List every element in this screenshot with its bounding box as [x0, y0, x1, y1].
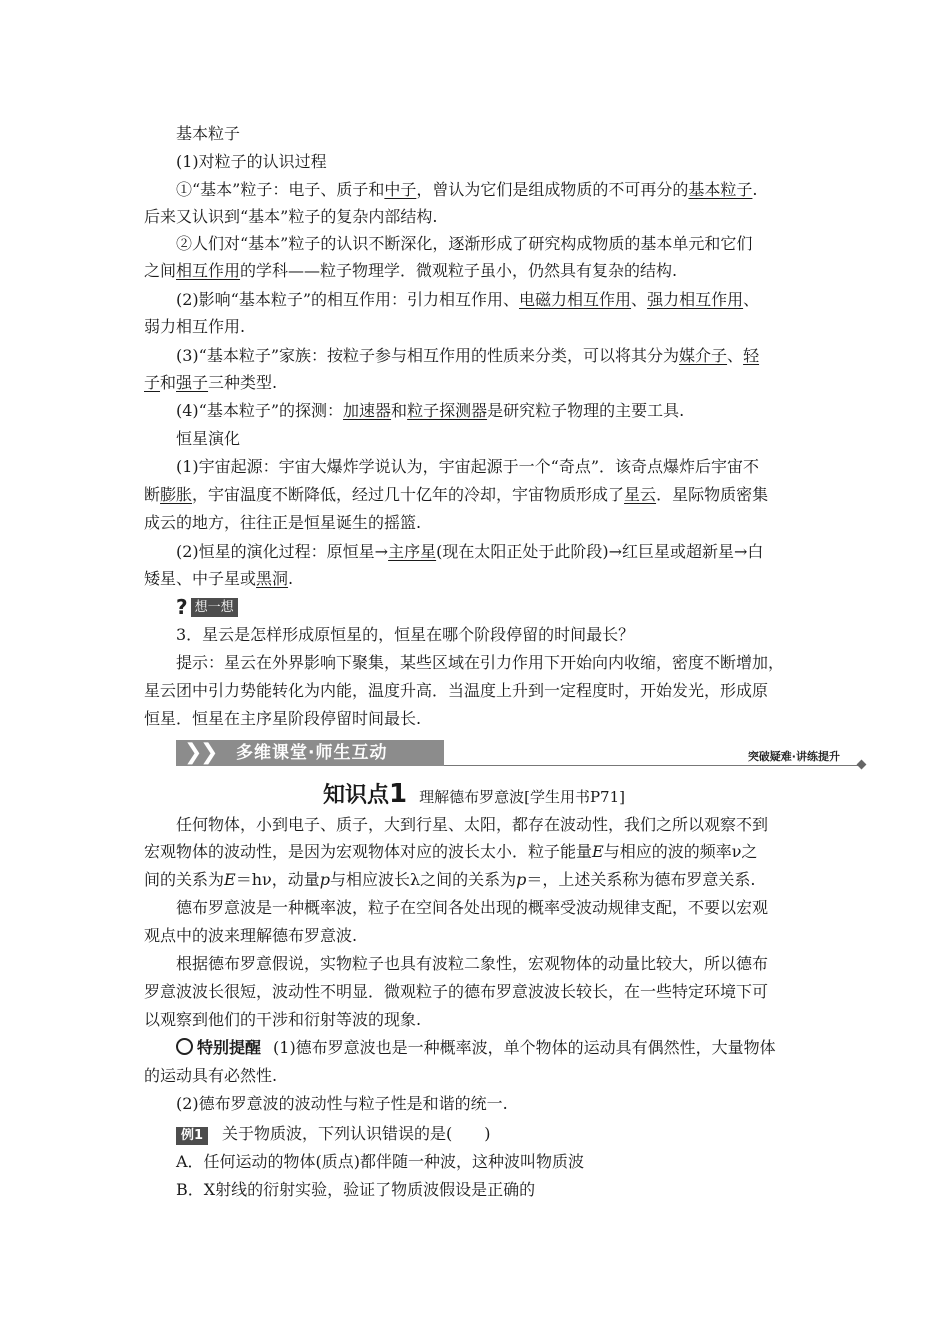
hint-line: 星云团中引力势能转化为内能，温度升高．当温度上升到一定程度时，开始发光，形成原: [144, 681, 769, 700]
section-banner: [176, 740, 866, 770]
text: 断: [144, 485, 161, 504]
answer-blank: 星云: [624, 485, 657, 504]
question-mark-icon: ?: [176, 595, 188, 619]
paragraph-line: [144, 373, 277, 393]
paragraph-line: [144, 485, 768, 505]
text: ＝，上述关系称为德布罗意关系.: [526, 870, 756, 889]
answer-blank: 主序星: [388, 542, 437, 561]
answer-blank: 黑洞: [256, 569, 289, 588]
banner-subtitle: 突破疑难·讲练提升: [747, 750, 840, 763]
paragraph-line: 任何物体，小到电子、质子，大到行星、太阳，都存在波动性，我们之所以观察不到: [176, 815, 769, 834]
text: 、: [727, 346, 744, 365]
text: (4)“基本粒子”的探测：: [176, 401, 344, 420]
option-a: A．任何运动的物体(质点)都伴随一种波，这种波叫物质波: [176, 1152, 585, 1171]
paragraph-line: 德布罗意波是一种概率波，粒子在空间各处出现的概率受波动规律支配，不要以宏观: [176, 898, 769, 917]
symbol: E: [592, 842, 604, 861]
text: (现在太阳正处于此阶段)→红巨星或超新星→白: [436, 542, 764, 561]
knowledge-point-heading: [323, 778, 625, 809]
paragraph-line: [144, 842, 757, 862]
symbol: p: [319, 870, 330, 889]
answer-blank: 加速器: [343, 401, 392, 420]
paragraph-line: 后来又认识到“基本”粒子的复杂内部结构.: [144, 207, 438, 226]
text: 宏观物体的波动性，是因为宏观物体对应的波长太小．粒子能量: [144, 842, 593, 861]
text: 与相应的波的频率ν之: [603, 842, 758, 861]
answer-blank: 相互作用: [176, 261, 241, 280]
paragraph-line: 观点中的波来理解德布罗意波.: [144, 926, 358, 945]
paragraph-line: [144, 870, 756, 890]
paragraph-line: [176, 180, 758, 200]
answer-blank: 轻: [743, 346, 760, 365]
banner-rule: [444, 765, 862, 766]
paragraph-line: [176, 401, 684, 421]
text: 、: [743, 290, 760, 309]
text: 矮星、中子星或: [144, 569, 257, 588]
symbol: E: [224, 870, 236, 889]
think-question: 3．星云是怎样形成原恒星的，恒星在哪个阶段停留的时间最长？: [176, 625, 635, 644]
text: .: [288, 569, 294, 588]
paragraph-line: (2)德布罗意波的波动性与粒子性是和谐的统一.: [176, 1094, 508, 1113]
paragraph-line: 弱力相互作用.: [144, 317, 246, 336]
symbol: p: [516, 870, 527, 889]
subheading-understanding-process: (1)对粒子的认识过程: [176, 152, 327, 171]
paragraph-line: [176, 542, 763, 562]
text: 三种类型.: [208, 373, 278, 392]
paragraph-line: [176, 346, 759, 366]
example-badge: 例1: [176, 1127, 208, 1145]
example-question: [176, 1124, 491, 1145]
answer-blank: 基本粒子: [688, 180, 753, 199]
knowledge-point-number: 1: [389, 779, 408, 809]
text: 是研究粒子物理的主要工具.: [487, 401, 685, 420]
paragraph-line: 根据德布罗意假说，实物粒子也具有波粒二象性，宏观物体的动量比较大，所以德布: [176, 954, 769, 973]
heading-elementary-particles: 基本粒子: [176, 124, 241, 143]
answer-blank: 粒子探测器: [407, 401, 488, 420]
text: 和: [160, 373, 177, 392]
text: 的学科——粒子物理学．微观粒子虽小，仍然具有复杂的结构.: [240, 261, 678, 280]
text: (1)德布罗意波也是一种概率波，单个物体的运动具有偶然性，大量物体: [273, 1038, 776, 1057]
text: ＝hν，动量: [235, 870, 320, 889]
paragraph-line: 的运动具有必然性.: [144, 1066, 278, 1085]
paragraph-line: [144, 261, 677, 281]
hint-line: 恒星．恒星在主序星阶段停留时间最长.: [144, 709, 422, 728]
text: (2)影响“基本粒子”的相互作用：引力相互作用、: [176, 290, 520, 309]
text: 间的关系为: [144, 870, 225, 889]
text: ．星际物质密集: [656, 485, 769, 504]
answer-blank: 子: [144, 373, 161, 392]
text: 之间: [144, 261, 177, 280]
heading-stellar-evolution: 恒星演化: [176, 429, 241, 448]
text: (3)“基本粒子”家族：按粒子参与相互作用的性质来分类，可以将其分为: [176, 346, 680, 365]
banner-title: 多维课堂·师生互动: [236, 743, 388, 763]
special-tip-line: [176, 1038, 776, 1058]
option-b: B．X射线的衍射实验，验证了物质波假设是正确的: [176, 1180, 536, 1199]
answer-blank: 膨胀: [160, 485, 193, 504]
paragraph-line: ②人们对“基本”粒子的认识不断深化，逐渐形成了研究构成物质的基本单元和它们: [176, 234, 753, 253]
paragraph-line: 罗意波波长很短，波动性不明显．微观粒子的德布罗意波波长较长，在一些特定环境下可: [144, 982, 769, 1001]
text: 关于物质波，下列认识错误的是( ): [222, 1124, 491, 1143]
text: 和: [391, 401, 408, 420]
text: 与相应波长λ之间的关系为: [330, 870, 517, 889]
chevron-icon: ❯: [184, 740, 203, 765]
answer-blank: 中子: [384, 180, 417, 199]
think-box-label: [176, 597, 238, 617]
text: ①“基本”粒子：电子、质子和: [176, 180, 385, 199]
hint-line: 提示：星云在外界影响下聚集，某些区域在引力作用下开始向内收缩，密度不断增加，: [176, 653, 785, 672]
knowledge-point-subtitle: 理解德布罗意波[学生用书P71]: [419, 788, 625, 806]
smile-icon: [176, 1038, 193, 1055]
text: ，宇宙温度不断降低，经过几十亿年的冷却，宇宙物质形成了: [192, 485, 625, 504]
diamond-icon: [857, 760, 867, 770]
paragraph-line: 以观察到他们的干涉和衍射等波的现象.: [144, 1010, 422, 1029]
text: (2)恒星的演化过程：原恒星→: [176, 542, 389, 561]
special-tip-label: 特别提醒: [197, 1038, 262, 1057]
chevron-icon: ❯: [200, 740, 219, 765]
paragraph-line: [176, 290, 759, 310]
paragraph-line: (1)宇宙起源：宇宙大爆炸学说认为，宇宙起源于一个“奇点”．该奇点爆炸后宇宙不: [176, 457, 760, 476]
answer-blank: 强子: [176, 373, 209, 392]
paragraph-line: 成云的地方，往往正是恒星诞生的摇篮.: [144, 513, 422, 532]
paragraph-line: [144, 569, 293, 589]
text: .: [752, 180, 758, 199]
think-badge: 想一想: [191, 598, 238, 617]
knowledge-point-label: 知识点: [323, 783, 390, 808]
text: 、: [631, 290, 648, 309]
answer-blank: 强力相互作用: [647, 290, 744, 309]
answer-blank: 媒介子: [679, 346, 728, 365]
text: ，曾认为它们是组成物质的不可再分的: [416, 180, 689, 199]
answer-blank: 电磁力相互作用: [519, 290, 632, 309]
